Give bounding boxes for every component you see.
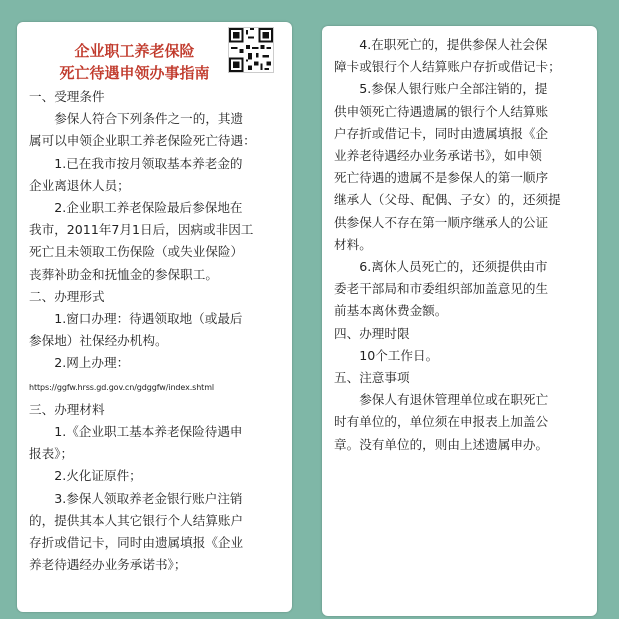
- text-line: [334, 34, 585, 56]
- section-heading: [334, 367, 585, 389]
- text-line: [334, 101, 585, 123]
- line-text: 2.企业职工养老保险最后参保地在: [54, 200, 243, 216]
- text-line: [334, 189, 585, 211]
- line-text: 死亡待遇的遗属不是参保人的第一顺序: [334, 170, 549, 186]
- line-text: 的，提供其本人其它银行个人结算账户: [29, 512, 244, 528]
- line-text: 时有单位的，单位须在申报表上加盖公: [334, 414, 549, 430]
- line-text: 参保地）社保经办机构。: [29, 333, 168, 349]
- left-body: [29, 86, 280, 576]
- text-line: [334, 145, 585, 167]
- text-line: [334, 345, 585, 367]
- text-line: [29, 554, 280, 576]
- line-text: 4.在职死亡的，提供参保人社会保: [359, 37, 548, 52]
- text-line: [29, 443, 280, 465]
- text-line: [334, 56, 585, 78]
- text-line: [334, 256, 585, 278]
- line-text: 供申领死亡待遇遗属的银行个人结算账: [334, 103, 549, 119]
- text-line: [29, 108, 280, 130]
- line-text: 丧葬补助金和抚恤金的参保职工。: [29, 266, 218, 282]
- line-text: 前基本离休费金额。: [334, 303, 448, 319]
- line-text: 材料。: [334, 236, 372, 252]
- line-text: 2.火化证原件；: [54, 468, 142, 484]
- line-text: 6.离休人员死亡的，还须提供由市: [359, 259, 548, 275]
- line-text: 2.网上办理：: [54, 355, 130, 371]
- text-line: [29, 241, 280, 263]
- line-text: 障卡或银行个人结算账户存折或借记卡；: [334, 59, 561, 75]
- line-text: 四、办理时限: [334, 325, 410, 341]
- line-text: 委老干部局和市委组织部加盖意见的生: [334, 281, 549, 297]
- line-text: 存折或借记卡，同时由遗属填报《企业: [29, 535, 244, 551]
- line-text: 死亡且未领取工伤保险（或失业保险）: [29, 244, 244, 260]
- text-line: [334, 434, 585, 456]
- text-line: [29, 488, 280, 510]
- text-line: [29, 510, 280, 532]
- line-text: 供参保人不存在第一顺序继承人的公证: [334, 214, 549, 230]
- online-service-link[interactable]: https://ggfw.hrss.gd.gov.cn/gdggfw/index.shtml: [29, 382, 215, 392]
- text-line: [29, 421, 280, 443]
- guide-left-panel: [17, 22, 292, 612]
- line-text: 我市，2011年7月1日后，因病或非因工: [29, 222, 254, 238]
- qr-code-icon: [228, 27, 274, 73]
- line-text: 10个工作日。: [359, 347, 439, 363]
- text-line: [334, 167, 585, 189]
- section-heading: [29, 399, 280, 421]
- text-line: [334, 212, 585, 234]
- guide-right-panel: [322, 26, 597, 616]
- line-text: 1.已在我市按月领取基本养老金的: [54, 155, 243, 171]
- line-text: 1.窗口办理：待遇领取地（或最后: [54, 311, 243, 327]
- line-text: 二、办理形式: [29, 288, 105, 304]
- line-text: 属可以申领企业职工养老保险死亡待遇：: [29, 133, 256, 149]
- text-line: [334, 234, 585, 256]
- title-line-2: 死亡待遇申领办事指南: [59, 64, 210, 82]
- text-line: [29, 175, 280, 197]
- section-heading: [29, 286, 280, 308]
- title-block: [29, 22, 280, 86]
- section-heading: [29, 86, 280, 108]
- line-text: 一、受理条件: [29, 89, 105, 104]
- line-text: 参保人符合下列条件之一的，其遗: [54, 111, 244, 127]
- text-line: [29, 352, 280, 398]
- line-text: 1.《企业职工基本养老保险待遇申: [54, 424, 243, 440]
- text-line: [334, 278, 585, 300]
- text-line: [334, 123, 585, 145]
- text-line: [29, 465, 280, 487]
- line-text: 参保人有退休管理单位或在职死亡: [359, 392, 549, 408]
- right-body: [334, 34, 585, 456]
- title-line-1: 企业职工养老保险: [74, 42, 195, 60]
- text-line: [334, 411, 585, 433]
- line-text: 报表》；: [29, 446, 74, 462]
- text-line: [29, 264, 280, 286]
- line-text: 五、注意事项: [334, 370, 410, 386]
- text-line: [29, 330, 280, 352]
- line-text: 养老待遇经办业务承诺书》；: [29, 557, 187, 573]
- section-heading: [334, 323, 585, 345]
- line-text: 章。没有单位的，则由上述遗属申办。: [334, 436, 549, 452]
- text-line: [29, 153, 280, 175]
- line-text: 三、办理材料: [29, 401, 105, 417]
- text-line: [334, 389, 585, 411]
- line-text: 5.参保人银行账户全部注销的，提: [359, 81, 548, 97]
- line-text: 3.参保人领取养老金银行账户注销: [54, 490, 243, 506]
- text-line: [334, 300, 585, 322]
- line-text: 户存折或借记卡，同时由遗属填报《企: [334, 125, 549, 141]
- line-text: 继承人（父母、配偶、子女）的，还须提: [334, 192, 561, 208]
- line-text: 企业离退休人员；: [29, 177, 130, 193]
- text-line: [29, 219, 280, 241]
- text-line: [29, 532, 280, 554]
- text-line: [29, 308, 280, 330]
- line-text: 业养老待遇经办业务承诺书》，如申领: [334, 148, 542, 164]
- text-line: [29, 130, 280, 152]
- text-line: [334, 78, 585, 100]
- text-line: [29, 197, 280, 219]
